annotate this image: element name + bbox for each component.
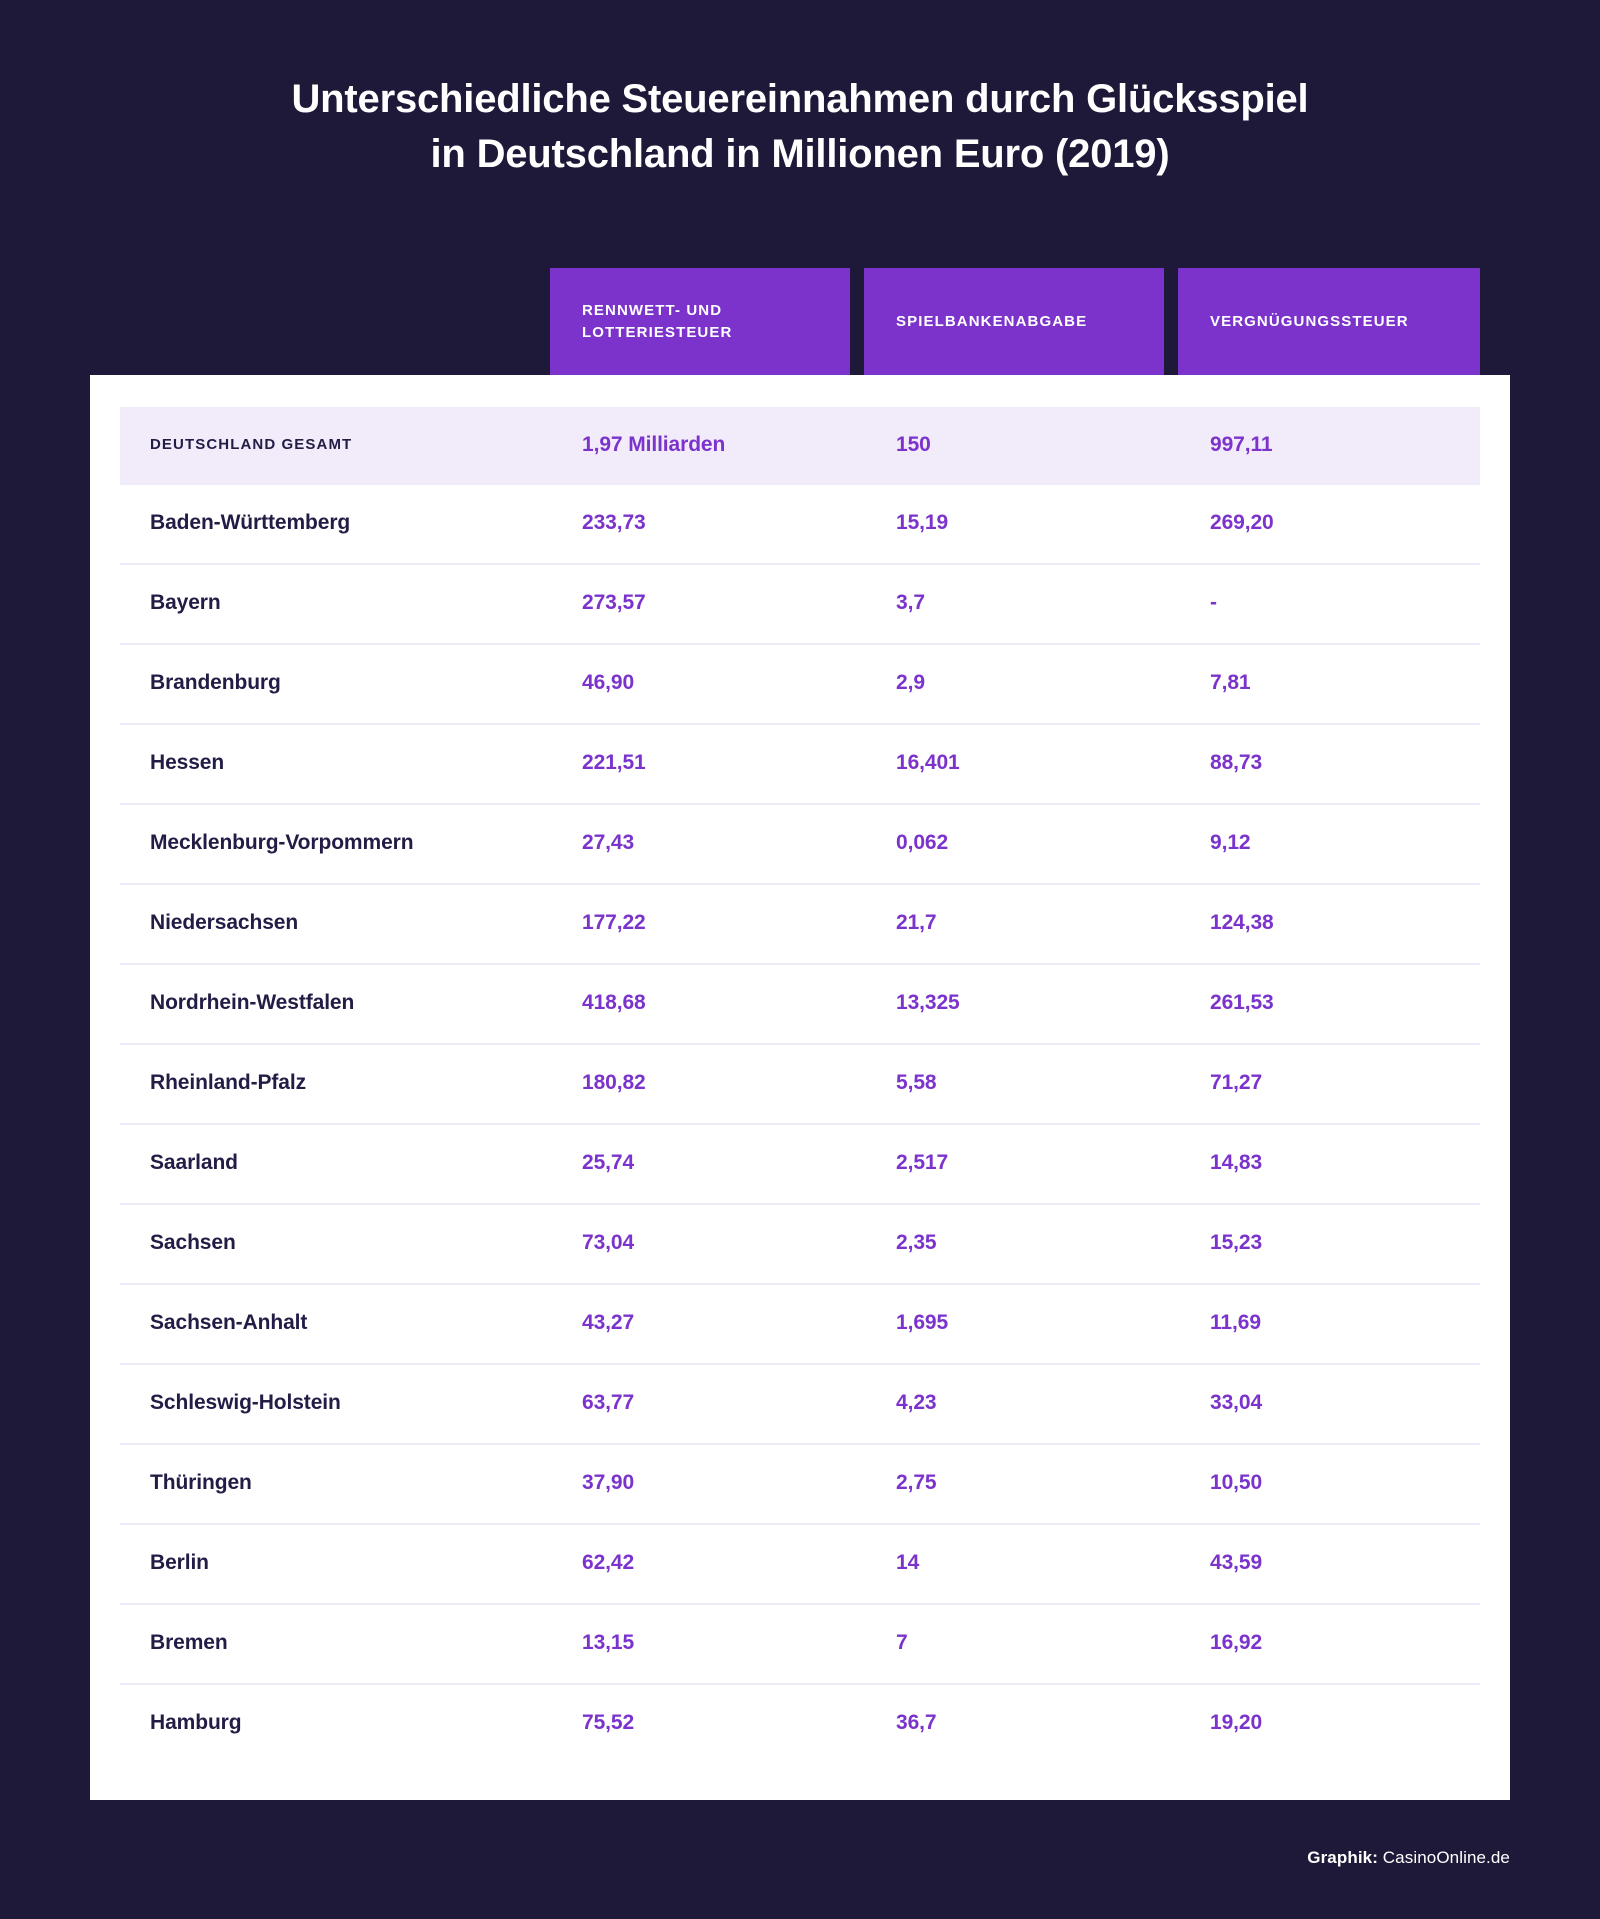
- row-label: Thüringen: [150, 1471, 252, 1494]
- column-header-spielbankenabgabe: [864, 268, 1164, 376]
- row-value-spielbanken: 16,401: [896, 751, 960, 774]
- table-row: [120, 483, 1480, 563]
- row-label: Brandenburg: [150, 671, 281, 694]
- row-label: Bayern: [150, 591, 221, 614]
- row-value-spielbanken: 3,7: [896, 591, 925, 614]
- row-value-vergnuegung: 19,20: [1210, 1711, 1263, 1734]
- row-value-spielbanken: 2,517: [896, 1151, 949, 1174]
- row-label: Mecklenburg-Vorpommern: [150, 831, 414, 854]
- row-value-spielbanken: 1,695: [896, 1311, 949, 1334]
- row-label: Hamburg: [150, 1711, 242, 1734]
- table-row: [120, 1123, 1480, 1203]
- row-value-rennwett: 25,74: [582, 1151, 635, 1174]
- table-row: [120, 563, 1480, 643]
- table-row: [120, 1043, 1480, 1123]
- row-value-vergnuegung: 88,73: [1210, 751, 1263, 774]
- row-value-rennwett: 418,68: [582, 991, 646, 1014]
- row-value-spielbanken: 15,19: [896, 511, 949, 534]
- table-row: [120, 803, 1480, 883]
- graphic-credit: [1307, 1848, 1510, 1868]
- row-value-rennwett: 177,22: [582, 911, 646, 934]
- table-row: [120, 643, 1480, 723]
- row-label: Saarland: [150, 1151, 238, 1174]
- row-value-spielbanken: 5,58: [896, 1071, 937, 1094]
- row-label: Sachsen: [150, 1231, 236, 1254]
- row-label: Berlin: [150, 1551, 209, 1574]
- row-value-vergnuegung: -: [1210, 591, 1217, 614]
- row-value-spielbanken: 7: [896, 1631, 908, 1654]
- row-value-rennwett: 27,43: [582, 831, 635, 854]
- column-header-label: VERGNÜGUNGSSTEUER: [1210, 312, 1409, 330]
- table-row: [120, 1443, 1480, 1523]
- row-value-rennwett: 1,97 Milliarden: [582, 433, 726, 456]
- row-value-rennwett: 233,73: [582, 511, 646, 534]
- row-value-spielbanken: 0,062: [896, 831, 949, 854]
- row-value-rennwett: 43,27: [582, 1311, 635, 1334]
- row-value-spielbanken: 36,7: [896, 1711, 937, 1734]
- row-value-rennwett: 180,82: [582, 1071, 646, 1094]
- data-table: [120, 407, 1480, 1763]
- row-value-spielbanken: 14: [896, 1551, 920, 1574]
- title-line-1: Unterschiedliche Steuereinnahmen durch Glücksspiel: [291, 77, 1309, 121]
- row-value-spielbanken: 2,9: [896, 671, 925, 694]
- row-value-vergnuegung: 269,20: [1210, 511, 1274, 534]
- row-value-rennwett: 221,51: [582, 751, 646, 774]
- row-value-vergnuegung: 10,50: [1210, 1471, 1263, 1494]
- column-header-label: SPIELBANKENABGABE: [896, 312, 1088, 330]
- row-value-rennwett: 73,04: [582, 1231, 635, 1254]
- row-label: Niedersachsen: [150, 911, 299, 934]
- row-label: Sachsen-Anhalt: [150, 1311, 308, 1334]
- row-value-vergnuegung: 261,53: [1210, 991, 1274, 1014]
- row-value-rennwett: 13,15: [582, 1631, 635, 1654]
- row-value-spielbanken: 21,7: [896, 911, 937, 934]
- table-column-headers: [0, 268, 1600, 376]
- row-value-spielbanken: 4,23: [896, 1391, 937, 1414]
- credit-label: Graphik:: [1307, 1848, 1378, 1867]
- row-label: Rheinland-Pfalz: [150, 1071, 307, 1094]
- table-row: [120, 1283, 1480, 1363]
- row-value-vergnuegung: 33,04: [1210, 1391, 1263, 1414]
- row-value-rennwett: 75,52: [582, 1711, 635, 1734]
- table-row: [120, 1363, 1480, 1443]
- table-row: [120, 1203, 1480, 1283]
- row-value-vergnuegung: 71,27: [1210, 1071, 1263, 1094]
- row-value-spielbanken: 13,325: [896, 991, 960, 1014]
- row-value-vergnuegung: 11,69: [1210, 1311, 1261, 1334]
- row-value-vergnuegung: 16,92: [1210, 1631, 1263, 1654]
- row-label: Baden-Württemberg: [150, 511, 351, 534]
- credit-source: CasinoOnline.de: [1382, 1848, 1510, 1867]
- row-value-vergnuegung: 997,11: [1210, 433, 1273, 456]
- row-label: Bremen: [150, 1631, 228, 1654]
- row-value-vergnuegung: 7,81: [1210, 671, 1251, 694]
- row-value-rennwett: 62,42: [582, 1551, 635, 1574]
- row-value-rennwett: 63,77: [582, 1391, 635, 1414]
- column-header-vergnuegungssteuer: [1178, 268, 1480, 376]
- row-label: Schleswig-Holstein: [150, 1391, 341, 1414]
- row-label: DEUTSCHLAND GESAMT: [150, 436, 353, 453]
- table-row-summary: [120, 407, 1480, 483]
- row-value-vergnuegung: 124,38: [1210, 911, 1274, 934]
- row-value-rennwett: 273,57: [582, 591, 646, 614]
- column-header-label: RENNWETT- UND LOTTERIESTEUER: [582, 301, 733, 341]
- row-value-spielbanken: 2,75: [896, 1471, 937, 1494]
- table-row: [120, 723, 1480, 803]
- row-value-rennwett: 37,90: [582, 1471, 635, 1494]
- row-value-spielbanken: 2,35: [896, 1231, 937, 1254]
- row-value-vergnuegung: 43,59: [1210, 1551, 1263, 1574]
- table-card: [90, 375, 1510, 1800]
- table-row: [120, 1683, 1480, 1763]
- row-value-vergnuegung: 14,83: [1210, 1151, 1263, 1174]
- table-row: [120, 963, 1480, 1043]
- title-line-2: in Deutschland in Millionen Euro (2019): [430, 132, 1170, 177]
- table-row: [120, 1603, 1480, 1683]
- table-row: [120, 883, 1480, 963]
- row-label: Hessen: [150, 751, 225, 774]
- row-value-vergnuegung: 9,12: [1210, 831, 1251, 854]
- column-header-rennwett-lotteriesteuer: [550, 268, 850, 376]
- table-body: [120, 483, 1480, 1763]
- row-value-spielbanken: 150: [896, 433, 931, 456]
- row-value-rennwett: 46,90: [582, 671, 635, 694]
- row-label: Nordrhein-Westfalen: [150, 991, 355, 1014]
- table-row: [120, 1523, 1480, 1603]
- page-title: [0, 72, 1600, 182]
- row-value-vergnuegung: 15,23: [1210, 1231, 1263, 1254]
